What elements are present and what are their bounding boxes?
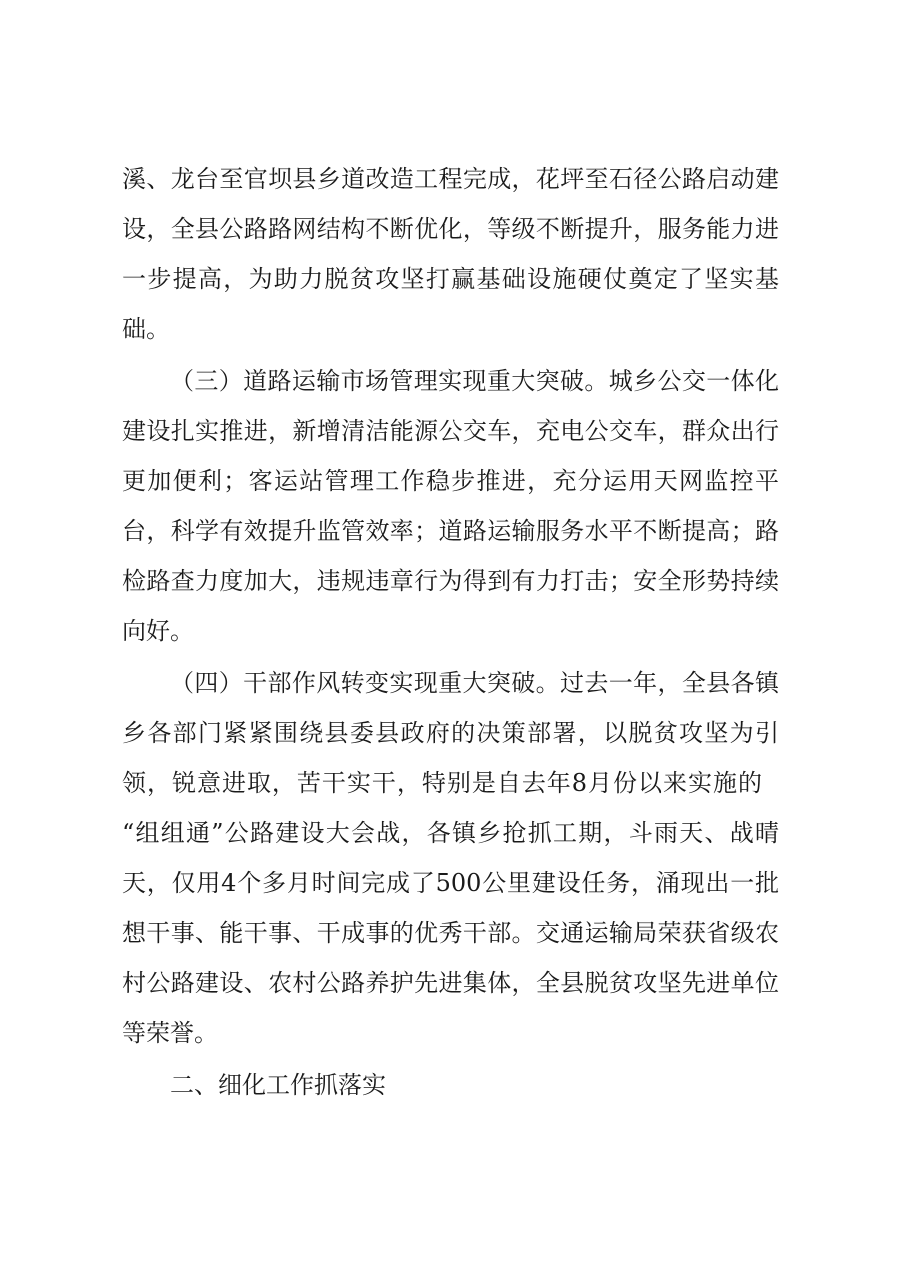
text-line: “组组通”公路建设大会战，各镇乡抢抓工期，斗雨天、战晴 <box>122 819 779 847</box>
text-line: 检路查力度加大，违规违章行为得到有力打击；安全形势持续 <box>122 567 779 595</box>
text-line: 础。 <box>122 315 170 343</box>
text-line: 等荣誉。 <box>122 1019 218 1047</box>
text-line: 台，科学有效提升监管效率；道路运输服务水平不断提高；路 <box>122 517 779 545</box>
heading-text: 二、细化工作抓落实 <box>170 1071 386 1099</box>
text-line: 向好。 <box>122 617 194 645</box>
text-line: 乡各部门紧紧围绕县委县政府的决策部署，以脱贫攻坚为引 <box>122 719 779 747</box>
text-line: 想干事、能干事、干成事的优秀干部。交通运输局荣获省级农 <box>122 919 779 947</box>
text-line: 溪、龙台至官坝县乡道改造工程完成，花坪至石径公路启动建 <box>122 165 779 193</box>
text-line: 天，仅用4个多月时间完成了500公里建设任务，涌现出一批 <box>122 869 779 897</box>
text-line: 设，全县公路路网结构不断优化，等级不断提升，服务能力进 <box>122 215 779 243</box>
text-line: （三）道路运输市场管理实现重大突破。城乡公交一体化 <box>170 367 779 395</box>
text-line: 领，锐意进取，苦干实干，特别是自去年8月份以来实施的 <box>122 769 762 797</box>
text-line: 更加便利；客运站管理工作稳步推进，充分运用天网监控平 <box>122 467 779 495</box>
text-line: 村公路建设、农村公路养护先进集体，全县脱贫攻坚先进单位 <box>122 969 779 997</box>
text-line: 建设扎实推进，新增清洁能源公交车，充电公交车，群众出行 <box>122 417 779 445</box>
text-line: （四）干部作风转变实现重大突破。过去一年，全县各镇 <box>170 669 779 697</box>
text-line: 一步提高，为助力脱贫攻坚打赢基础设施硬仗奠定了坚实基 <box>122 265 779 293</box>
